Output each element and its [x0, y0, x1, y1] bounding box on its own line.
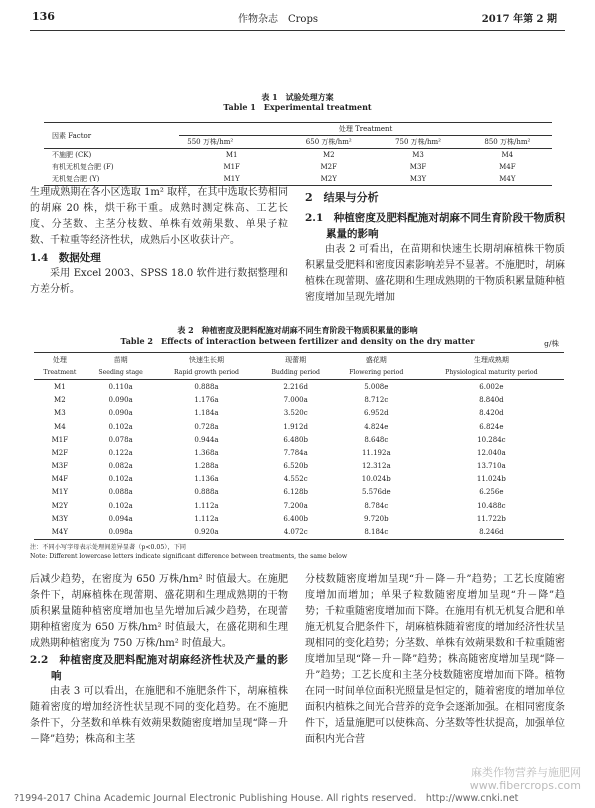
journal-name: 作物杂志 Crops — [238, 14, 318, 25]
table2-cell: M2Y — [51, 501, 68, 510]
table2-row — [34, 473, 564, 486]
table2-row — [34, 486, 564, 499]
table2-cell: M2 — [54, 396, 66, 405]
table1-cell: M2Y — [320, 175, 337, 183]
table2-cell: M3 — [54, 409, 66, 418]
right-column-lower — [305, 572, 565, 748]
paragraph: 由表 3 可以看出，在施肥和不施肥条件下，胡麻植株随着密度的增加经济性状呈现不同的变化趋势。在不施肥条件下，分茎数和单株有效蒴果数随密度增加呈现“降－升－降”趋势；株高和主茎 — [30, 686, 288, 745]
table2-note-cn: 注：不同小写字母表示处理间差异显著（p<0.05），下同 — [30, 544, 186, 551]
table2-cell: 11.722b — [476, 514, 506, 523]
table1-cell: M4F — [499, 163, 516, 171]
table2-cell: M4F — [51, 475, 69, 484]
table2-cell: 0.088a — [108, 488, 133, 497]
watermark-url: www.fibercrops.com — [469, 779, 581, 792]
table2-cell: 0.094a — [108, 514, 133, 523]
table2-cell: 3.520c — [283, 409, 308, 418]
table1-cell: 不施肥 (CK) — [52, 151, 92, 159]
table2-cell: 6.002e — [479, 382, 504, 391]
table2-cell: 7.200a — [283, 501, 308, 510]
table2-cell: 5.008e — [364, 382, 389, 391]
section-heading-2-1: 2.1 种植密度及肥料配施对胡麻不同生育阶段干物质积累量的影响 — [305, 212, 565, 240]
table2-body — [34, 380, 564, 539]
table2-row — [34, 460, 564, 473]
table2-cell: 11.192a — [361, 448, 391, 457]
table2-header-en: Physiological maturity period — [445, 369, 538, 377]
table2-cell: 6.520b — [283, 462, 308, 471]
table1-cell: M1F — [223, 163, 240, 171]
table2-row — [34, 407, 564, 420]
table2-caption-cn: 表 2 种植密度及肥料配施对胡麻不同生育阶段干物质积累量的影响 — [177, 325, 418, 335]
table2-cell: 9.720b — [364, 514, 389, 523]
table2-cell: 0.090a — [108, 409, 133, 418]
table2-row — [34, 433, 564, 446]
table2-cell: 0.102a — [108, 422, 133, 431]
table1-cell: 无机复合肥 (Y) — [52, 175, 100, 183]
table2-header-en: Treatment — [43, 369, 77, 377]
table2-cell: 6.128b — [283, 488, 308, 497]
table2-cell: 1.176a — [194, 396, 219, 405]
section-heading-1-4: 1.4 数据处理 — [30, 252, 101, 264]
table2-cell: 4.552c — [283, 475, 308, 484]
table1-cell: M2F — [320, 163, 337, 171]
table1-cell: M3 — [412, 151, 424, 159]
table2-row — [34, 512, 564, 525]
watermark-cn: 麻类作物营养与施肥网 — [471, 766, 581, 779]
table2-cell: 4.824e — [364, 422, 389, 431]
table2-cell: 0.098a — [108, 528, 133, 537]
table2-cell: 6.400b — [283, 514, 308, 523]
table2-unit: g/株 — [544, 339, 559, 348]
page-header — [0, 10, 595, 32]
paragraph: 后减少趋势，在密度为 650 万株/hm² 时值最大。在施肥条件下，胡麻植株在现蕾期、盛花期和生理成熟期的干物质积累量随种植密度增加也呈先增加后减少趋势，在现蕾期种植密度为 650 万株/hm² 时值最大，在盛花期和生理成熟期种植密度为 750 万株/hm² 时值最大。 — [30, 574, 288, 649]
table1-row — [44, 173, 552, 186]
right-column-upper — [305, 190, 565, 306]
table2-header-en: Budding period — [271, 369, 320, 377]
page-number: 136 — [32, 10, 55, 23]
table2-cell: 4.072c — [283, 528, 308, 537]
table1-density-col: 550 万株/hm² — [187, 138, 234, 146]
table2-cell: 0.090a — [108, 396, 133, 405]
table2-header-en: Rapid growth period — [173, 369, 239, 377]
table2-cell: 2.216d — [283, 382, 308, 391]
table2-cell: 1.368a — [194, 448, 219, 457]
table2-cell: 6.480b — [283, 435, 308, 444]
watermark — [470, 766, 581, 792]
table2-cell: 6.256e — [479, 488, 504, 497]
table2 — [34, 352, 564, 540]
table2-cell: 8.712c — [364, 396, 389, 405]
table1 — [44, 122, 552, 186]
table1-caption-cn: 表 1 试验处理方案 — [261, 92, 334, 102]
table2-cell: 0.082a — [108, 462, 133, 471]
table2-cell: 1.112a — [194, 514, 219, 523]
table1-caption-en: Table 1 Experimental treatment — [223, 102, 372, 112]
table2-cell: 10.488c — [477, 501, 506, 510]
table2-cell: M4Y — [51, 528, 68, 537]
table2-cell: 0.944a — [194, 435, 219, 444]
issue-label: 2017 年第 2 期 — [481, 14, 557, 25]
table1-cell: M4 — [501, 151, 514, 159]
table2-cell: M1Y — [51, 488, 68, 497]
section-heading-2-2: 2.2 种植密度及肥料配施对胡麻经济性状及产量的影响 — [30, 654, 288, 682]
table1-cell: 有机无机复合肥 (F) — [52, 163, 114, 171]
table2-cell: 7.000a — [283, 396, 308, 405]
table2-cell: M2F — [51, 448, 69, 457]
table2-cell: 1.288a — [194, 462, 219, 471]
table2-cell: 0.122a — [108, 448, 133, 457]
table2-cell: 12.040a — [477, 448, 506, 457]
table2-header: 苗期 — [113, 355, 128, 364]
table1-row — [44, 161, 552, 173]
table2-cell: 7.784a — [283, 448, 308, 457]
table2-cell: 8.840d — [479, 396, 504, 405]
table2-cell: 0.102a — [108, 475, 133, 484]
table1-cell: M3Y — [409, 175, 427, 183]
table2-cell: M3Y — [51, 514, 68, 523]
table2-header: 现蕾期 — [285, 355, 307, 364]
paragraph: 采用 Excel 2003、SPSS 18.0 软件进行数据整理和方差分析。 — [30, 268, 288, 295]
left-column-upper — [30, 185, 288, 298]
table2-cell: 11.024b — [476, 475, 506, 484]
table2-cell: 8.648c — [364, 435, 389, 444]
table2-cell: 0.888a — [194, 488, 219, 497]
table1-cell: M1 — [225, 151, 238, 159]
header-rule — [30, 30, 565, 31]
table2-cell: 0.920a — [194, 528, 219, 537]
table2-cell: 8.184c — [364, 528, 389, 537]
copyright-footer: ?1994-2017 China Academic Journal Electronic Publishing House. All rights reserved. http://www.cnki.net — [14, 793, 519, 804]
table2-cell: 8.784c — [364, 501, 389, 510]
table2-cell: 0.110a — [108, 382, 133, 391]
table2-row — [34, 525, 564, 539]
table2-cell: M1 — [54, 382, 66, 391]
table2-cell: 13.710a — [477, 462, 506, 471]
paragraph: 分枝数随密度增加呈现“升－降－升”趋势；工艺长度随密度增加而增加；单果子粒数随密度增加呈现“升－降”趋势；千粒重随密度增加而下降。在施用有机无机复合肥和单施无机复合肥条件下，胡麻植株随着密度的增加经济性状呈现相同的变化趋势；分茎数、单株有效蒴果数和千粒重随密度增加呈现“降－升－降”趋势；株高随密度增加呈现“降－升”趋势；工艺长度和主茎分枝数随密度增加而下降。植物在同一时间单位面积光照量是恒定的，随着密度的增加单位面积内植株之间光合营养的竞争会逐渐加强。在相同密度条件下，适量施肥可以使株高、分茎数等性状提高，加强单位面积内光合营 — [305, 574, 565, 745]
table2-cell: 1.912d — [283, 422, 308, 431]
section-heading-2: 2 结果与分析 — [305, 191, 379, 204]
table2-caption-en: Table 2 Effects of interaction between fertilizer and density on the dry matter — [120, 336, 475, 346]
table2-row — [34, 446, 564, 459]
table2-header: 盛花期 — [365, 355, 387, 364]
table2-row — [34, 394, 564, 407]
table2-header: 快速生长期 — [188, 355, 224, 364]
table2-note — [30, 543, 570, 561]
table2-cell: 8.420d — [479, 409, 504, 418]
table2-cell: 1.184a — [194, 409, 219, 418]
table2-cell: 6.824e — [479, 422, 504, 431]
left-column-lower — [30, 572, 288, 748]
table2-row — [34, 380, 564, 394]
table2-cell: 0.728a — [194, 422, 219, 431]
table1-cell: M2 — [322, 151, 335, 159]
table2-cell: 0.102a — [108, 501, 133, 510]
table2-cell: 10.024b — [361, 475, 391, 484]
table2-cell: 1.112a — [194, 501, 219, 510]
table2-header-en: Flowering period — [349, 369, 404, 377]
table1-density-col: 750 万株/hm² — [395, 138, 441, 146]
table2-cell: 10.284c — [477, 435, 506, 444]
paragraph: 由表 2 可看出，在苗期和快速生长期胡麻植株干物质积累量受肥料和密度因素影响差异不显著。不施肥时，胡麻植株在现蕾期、盛花期和生理成熟期的干物质积累量随种植密度增加呈现先增加 — [305, 244, 565, 303]
table2-header-en: Seeding stage — [98, 369, 143, 377]
table2-header: 处理 — [52, 355, 67, 364]
table2-cell: 5.576de — [361, 488, 391, 497]
table2-cell: M3F — [51, 462, 69, 471]
table1-row — [44, 149, 552, 162]
table2-cell: 0.888a — [194, 382, 219, 391]
table1-density-col: 650 万株/hm² — [305, 138, 352, 146]
table2-row — [34, 499, 564, 512]
table1-factor-header: 因素 Factor — [52, 131, 92, 140]
table2-header: 生理成熟期 — [473, 355, 509, 364]
table2-cell: 1.136a — [194, 475, 219, 484]
table2-note-en: Note: Different lowercase letters indicate significant difference between treatments, the same below — [30, 553, 348, 560]
table2-cell: M4 — [54, 422, 66, 431]
table2-cell: M1F — [51, 435, 69, 444]
table1-cell: M1Y — [223, 175, 240, 183]
table2-row — [34, 420, 564, 433]
paragraph: 生理成熟期在各小区选取 1m² 取样，在其中选取长势相同的胡麻 20 株，烘干称干重。成熟时测定株高、工艺长度、分茎数、主茎分枝数、单株有效蒴果数、单果子粒数、千粒重等经济性状，成熟后小区收获计产。 — [30, 187, 288, 246]
table1-density-col: 850 万株/hm² — [484, 138, 531, 146]
table2-cell: 6.952d — [364, 409, 389, 418]
table2-cell: 12.312a — [361, 462, 391, 471]
table1-cell: M3F — [409, 163, 427, 171]
table1-treatment-header: 处理 Treatment — [179, 123, 552, 136]
table2-cell: 8.246d — [479, 528, 504, 537]
table2-cell: 0.078a — [108, 435, 133, 444]
table1-cell: M4Y — [499, 175, 516, 183]
